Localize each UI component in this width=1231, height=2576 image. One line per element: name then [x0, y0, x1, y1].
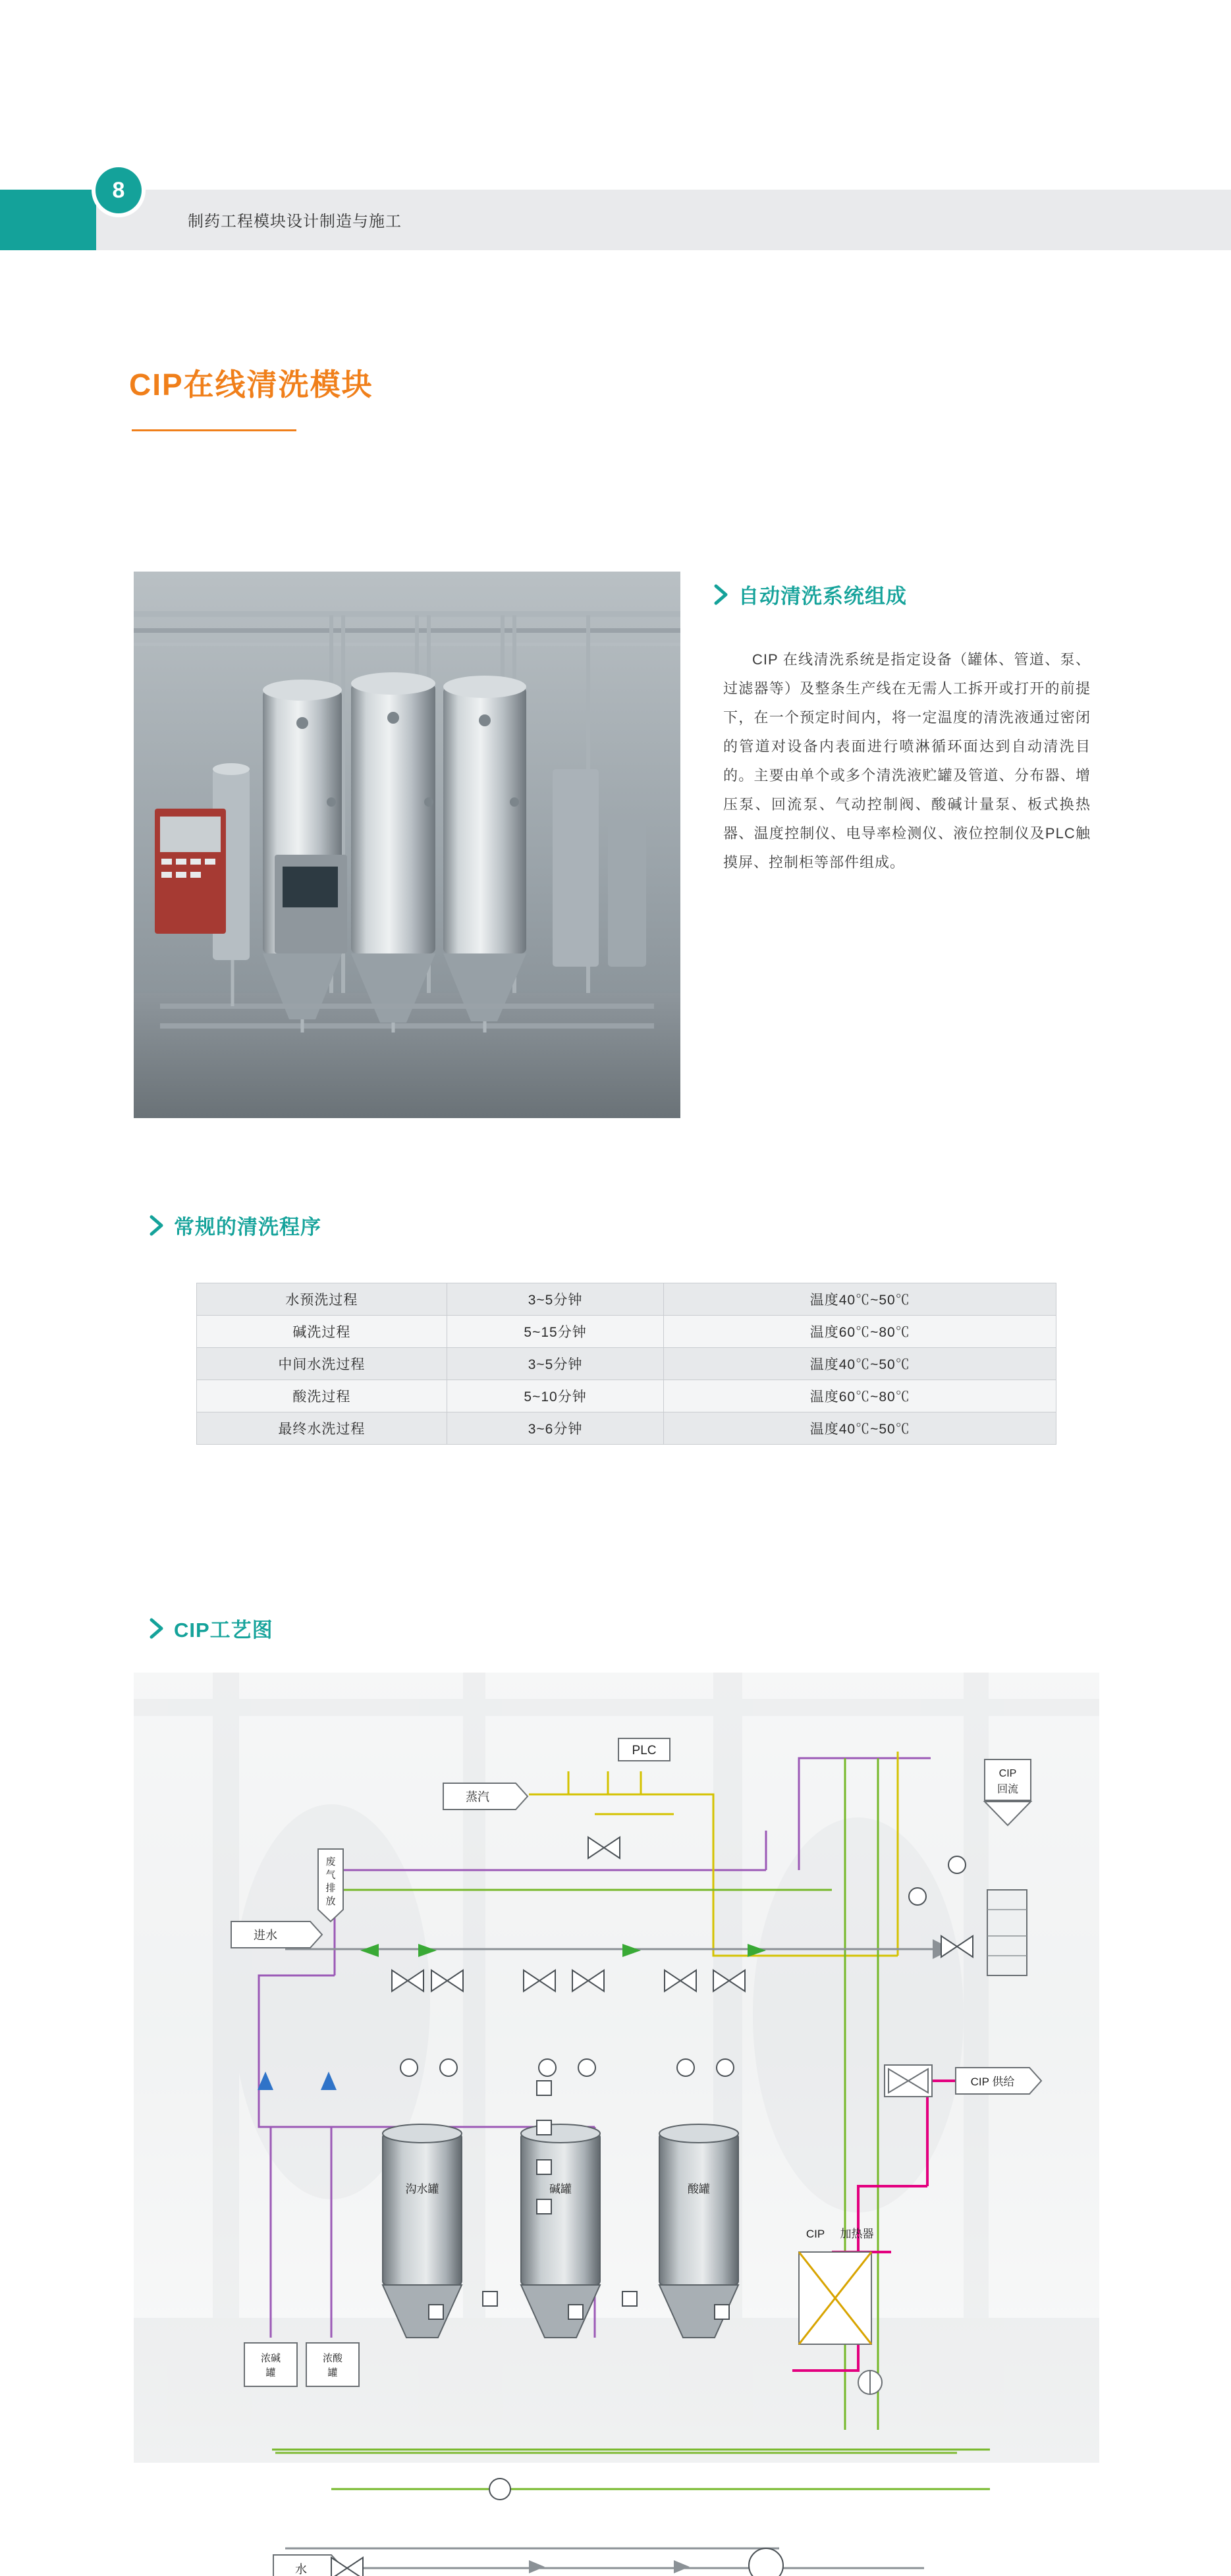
chevron-right-icon — [150, 1619, 165, 1638]
svg-text:酸罐: 酸罐 — [688, 2183, 710, 2195]
svg-text:浓酸: 浓酸 — [322, 2353, 343, 2364]
running-title: 制药工程模块设计制造与施工 — [188, 213, 402, 230]
svg-text:放: 放 — [325, 1896, 336, 1907]
cell-step: 碱洗过程 — [197, 1316, 447, 1348]
section-title-text: CIP工艺图 — [174, 1619, 273, 1642]
cell-time: 3~5分钟 — [447, 1348, 664, 1380]
svg-text:蒸汽: 蒸汽 — [466, 1790, 489, 1804]
label-cip-supply — [956, 2068, 1041, 2094]
cell-step: 水预洗过程 — [197, 1283, 447, 1316]
cip-process-diagram — [134, 1673, 1099, 2576]
svg-text:气: 气 — [325, 1869, 336, 1881]
svg-text:罐: 罐 — [265, 2367, 276, 2378]
table-row — [197, 1412, 1056, 1445]
instrument — [578, 2059, 595, 2076]
cell-time: 5~10分钟 — [447, 1380, 664, 1412]
svg-text:CIP 供给: CIP 供给 — [970, 2076, 1015, 2088]
svg-text:废: 废 — [325, 1856, 336, 1867]
label-exhaust — [318, 1849, 343, 1921]
instrument — [400, 2059, 418, 2076]
cell-time: 3~6分钟 — [447, 1412, 664, 1445]
cell-step: 酸洗过程 — [197, 1380, 447, 1412]
cell-time: 5~15分钟 — [447, 1316, 664, 1348]
svg-text:进水: 进水 — [254, 1929, 277, 1942]
tank-concentrated-alkali — [244, 2343, 297, 2386]
page-number-badge: 8 — [96, 167, 142, 213]
valve — [331, 2558, 363, 2576]
instrument — [677, 2059, 694, 2076]
section-heading-auto-system — [715, 579, 907, 609]
svg-text:PLC: PLC — [632, 1744, 657, 1758]
cell-step: 最终水洗过程 — [197, 1412, 447, 1445]
instrument — [948, 1856, 966, 1873]
svg-text:碱罐: 碱罐 — [549, 2183, 572, 2195]
cip-process-svg — [134, 1673, 1099, 2576]
table-row — [197, 1380, 1056, 1412]
cip-equipment-photo — [134, 572, 680, 1118]
page-title: CIP在线清洗模块 — [129, 367, 373, 402]
tank-water — [383, 2124, 462, 2338]
label-steam — [443, 1783, 528, 1810]
cell-temp: 温度60℃~80℃ — [664, 1316, 1056, 1348]
cell-time: 3~5分钟 — [447, 1283, 664, 1316]
cleaning-procedure-table — [196, 1283, 1056, 1445]
cell-temp: 温度40℃~50℃ — [664, 1283, 1056, 1316]
header-accent-block — [0, 190, 96, 250]
pump — [489, 2479, 510, 2500]
page-header-bar — [0, 190, 1231, 250]
table-row — [197, 1283, 1056, 1316]
label-water-in — [231, 1921, 322, 1948]
instrument — [440, 2059, 457, 2076]
photo-illustration — [134, 572, 680, 1118]
table-row — [197, 1316, 1056, 1348]
cip-return-vessel — [987, 1890, 1027, 1975]
svg-text:回流: 回流 — [997, 1784, 1019, 1795]
instrument — [539, 2059, 556, 2076]
svg-text:CIP: CIP — [806, 2228, 825, 2240]
svg-text:水: 水 — [295, 2563, 307, 2576]
chevron-right-icon — [150, 1216, 165, 1235]
tank-alkali — [521, 2124, 600, 2338]
title-underline — [132, 429, 296, 431]
section-title-text: 常规的清洗程序 — [174, 1216, 321, 1239]
cell-temp: 温度40℃~50℃ — [664, 1412, 1056, 1445]
pump — [749, 2548, 783, 2576]
svg-text:排: 排 — [325, 1883, 336, 1894]
auto-system-paragraph: CIP 在线清洗系统是指定设备（罐体、管道、泵、过滤器等）及整条生产线在无需人工拆开或打开的前提下，在一个预定时间内，将一定温度的清洗液通过密闭的管道对设备内表面进行喷淋循环面达到自动清洗目的。主要由单个或多个清洗液贮罐及管道、分布器、增压泵、回流泵、气动控制阀、酸碱计量泵、板式换热器、温度控制仪、电导率检测仪、液位控制仪及PLC触摸屏、控制柜等部件组成。 — [723, 651, 1091, 871]
svg-text:浓碱: 浓碱 — [260, 2353, 281, 2364]
section-heading-flow-chart — [150, 1613, 273, 1643]
label-plc — [618, 1738, 670, 1761]
instrument — [717, 2059, 734, 2076]
svg-text:沟水罐: 沟水罐 — [405, 2183, 439, 2195]
tank-concentrated-acid — [306, 2343, 359, 2386]
cell-temp: 温度40℃~50℃ — [664, 1348, 1056, 1380]
section-title-text: 自动清洗系统组成 — [738, 585, 907, 608]
section-heading-procedures — [150, 1210, 321, 1240]
chevron-right-icon — [715, 585, 729, 604]
cell-step: 中间水洗过程 — [197, 1348, 447, 1380]
cell-temp: 温度60℃~80℃ — [664, 1380, 1056, 1412]
svg-text:CIP: CIP — [998, 1768, 1017, 1779]
svg-text:加热器: 加热器 — [840, 2228, 874, 2240]
table-row — [197, 1348, 1056, 1380]
instrument — [909, 1888, 926, 1905]
supply-valve — [885, 2065, 932, 2097]
svg-text:罐: 罐 — [327, 2367, 338, 2378]
